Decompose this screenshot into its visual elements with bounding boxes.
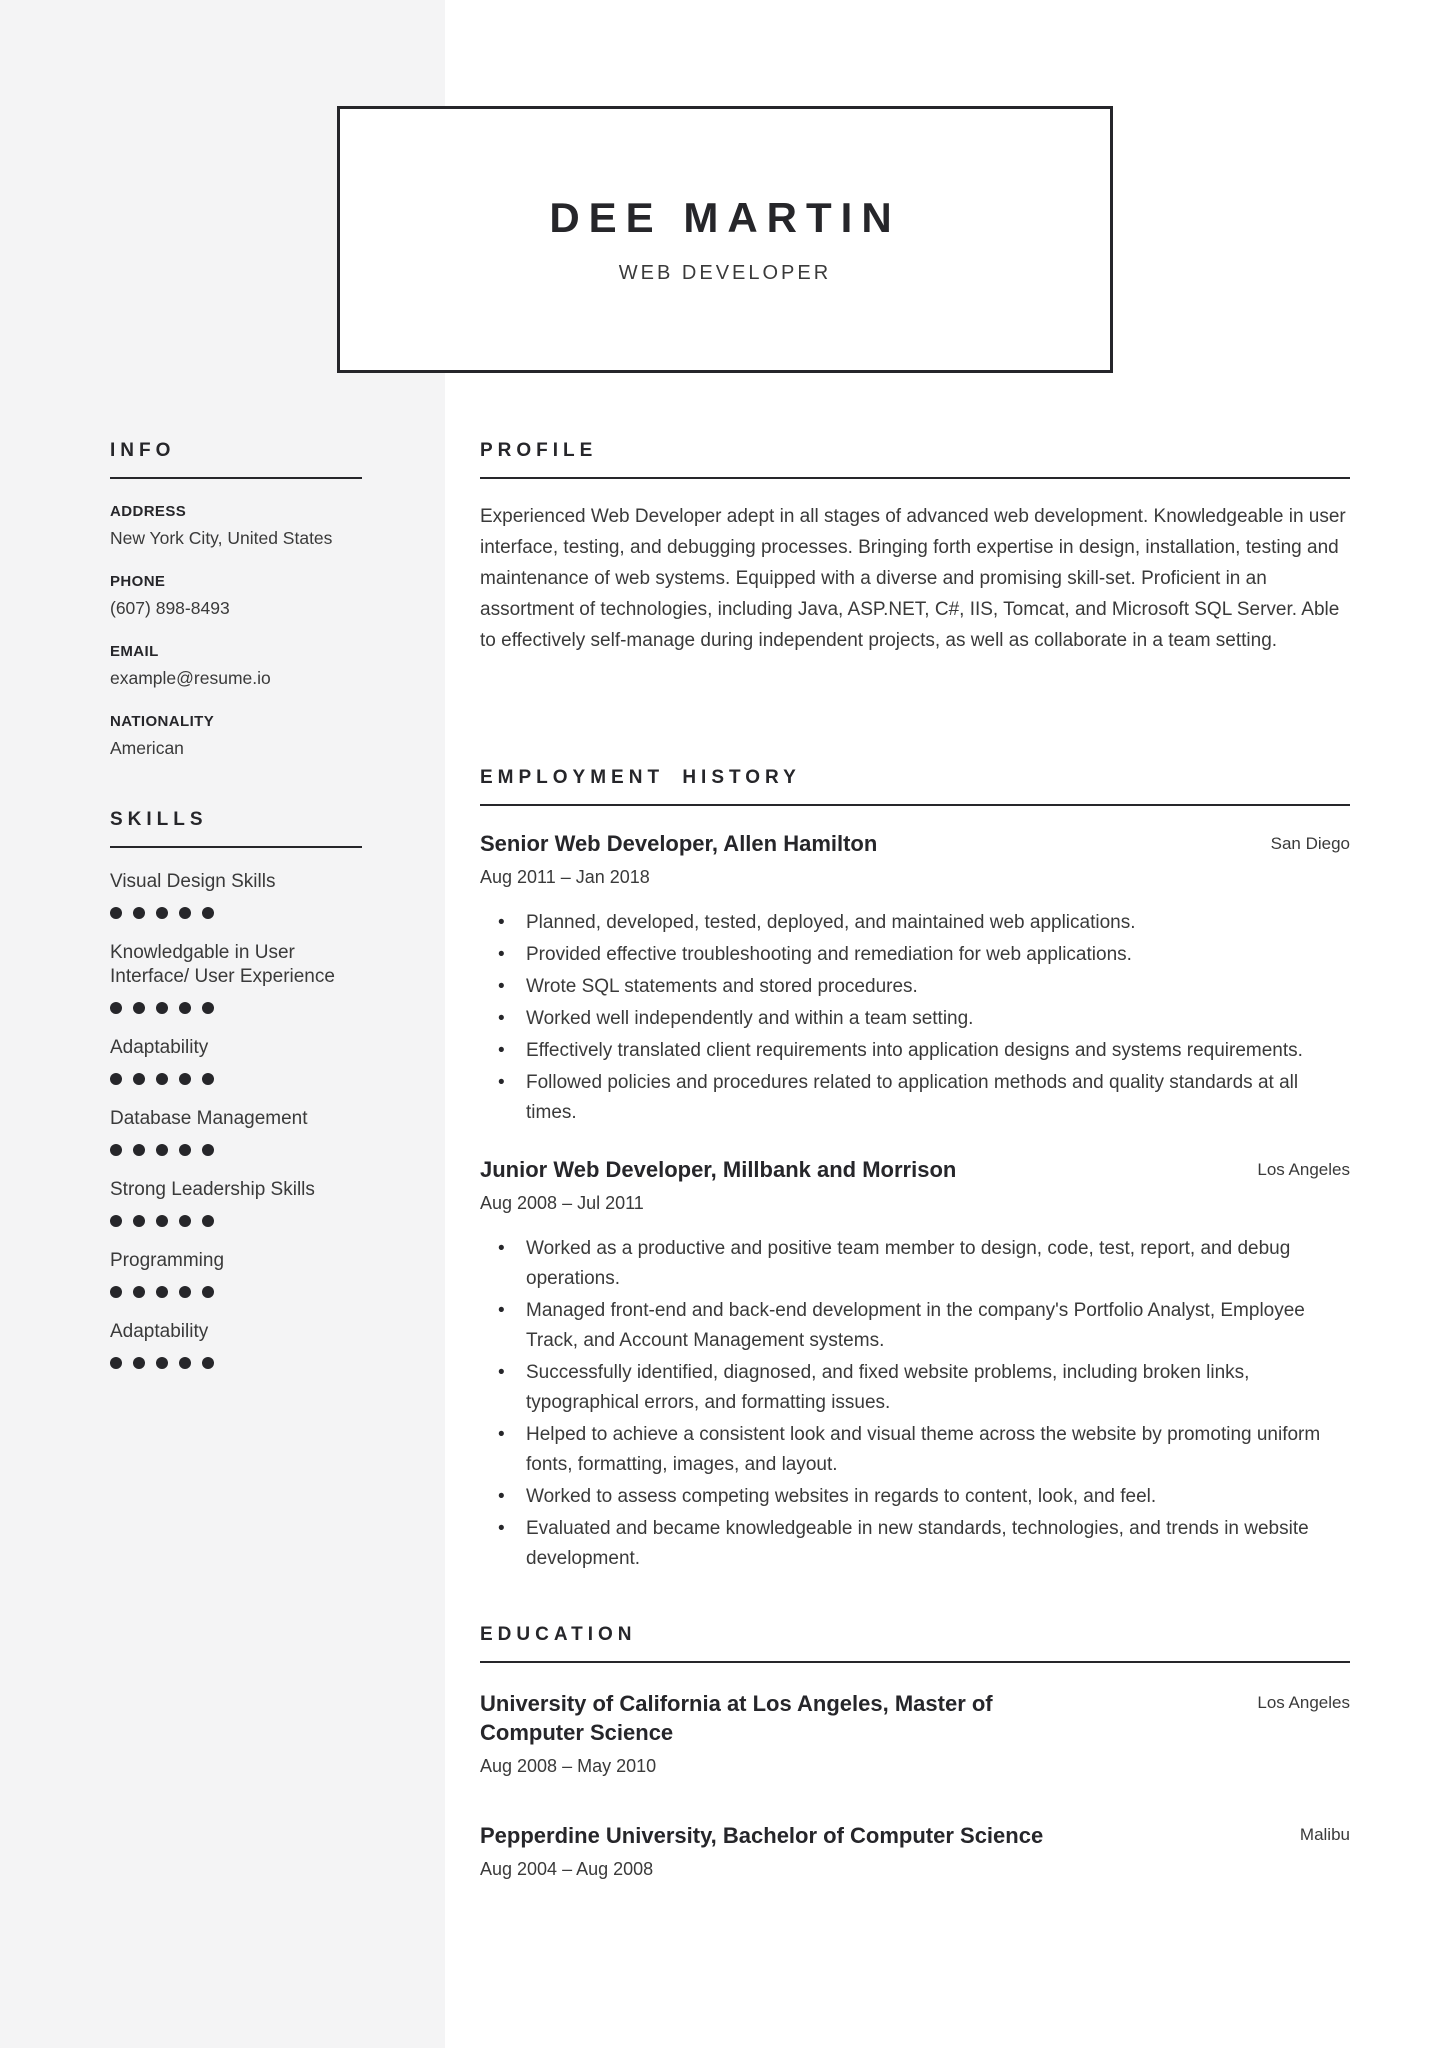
school-dates: Aug 2004 – Aug 2008 [480, 1859, 654, 1879]
job-bullet-list [480, 908, 1350, 1128]
school-dates: Aug 2008 – May 2010 [480, 1756, 657, 1776]
job-bullet-list [480, 1234, 1350, 1574]
job-dates: Aug 2011 – Jan 2018 [480, 867, 650, 887]
employment-section-heading: EMPLOYMENT HISTORY [480, 767, 1350, 806]
job-bullet: • Followed policies and procedures related to application methods and quality standards at all times. [526, 1068, 1350, 1128]
skill-item [110, 1036, 362, 1085]
skill-dot [133, 1002, 145, 1014]
school-location: Malibu [1299, 1825, 1350, 1844]
job-bullet: • Worked as a productive and positive team member to design, code, test, report, and debug operations. [526, 1234, 1350, 1294]
skill-level-dots [110, 1286, 362, 1298]
field-value: American [110, 738, 184, 758]
skill-level-dots [110, 1144, 362, 1156]
skills-section-heading: SKILLS [110, 809, 362, 848]
skill-dot [133, 1286, 145, 1298]
skill-name: Visual Design Skills [110, 871, 276, 892]
skill-item [110, 870, 362, 919]
profile-summary: Experienced Web Developer adept in all stages of advanced web development. Knowledgeable in user interface, testing, and debugging processes. Bringing forth expertise in design, installation, testing and maintenance of web systems. Equipped with a diverse and promising skill-set. Proficient in an assortment of technologies, including Java, ASP.NET, C#, IIS, Tomcat, and Microsoft SQL Server. Able to effectively self-manage during independent projects, as well as collaborate in a team setting. [480, 506, 1346, 651]
skill-dot [202, 1286, 214, 1298]
job-entry-senior-web-developer [480, 830, 1350, 1128]
job-bullet: • Effectively translated client requirements into application designs and systems requirements. [526, 1036, 1350, 1066]
school-header [480, 1821, 1350, 1850]
skill-dot [110, 1357, 122, 1369]
skill-dot [110, 1002, 122, 1014]
skill-dot [156, 907, 168, 919]
skill-dot [133, 907, 145, 919]
skill-dot [202, 1357, 214, 1369]
job-location: Los Angeles [1257, 1160, 1350, 1179]
sidebar [110, 440, 362, 1369]
skill-name: Adaptability [110, 1321, 209, 1342]
skill-item [110, 941, 362, 1014]
skill-name: Strong Leadership Skills [110, 1179, 315, 1200]
skill-dot [110, 1144, 122, 1156]
skill-dot [179, 1144, 191, 1156]
skill-dot [179, 1002, 191, 1014]
skill-dot [110, 1073, 122, 1085]
skills-section [110, 809, 362, 1369]
info-field-address [110, 503, 362, 549]
job-bullet: • Successfully identified, diagnosed, and fixed website problems, including broken links, typographical errors, and formatting issues. [526, 1358, 1350, 1418]
skill-dot [202, 1002, 214, 1014]
job-bullet: • Planned, developed, tested, deployed, and maintained web applications. [526, 908, 1350, 938]
job-location: San Diego [1270, 834, 1350, 853]
info-field-phone [110, 573, 362, 619]
skill-dot [156, 1002, 168, 1014]
job-bullet: • Helped to achieve a consistent look and visual theme across the website by promoting uniform fonts, formatting, images, and layout. [526, 1420, 1350, 1480]
job-bullet: • Worked to assess competing websites in regards to content, look, and feel. [526, 1482, 1350, 1512]
skill-level-dots [110, 1073, 362, 1085]
job-title: Junior Web Developer, Millbank and Morrison [480, 1157, 957, 1182]
info-section-heading: INFO [110, 440, 362, 479]
person-job-title: WEB DEVELOPER [618, 262, 832, 284]
field-value: example@resume.io [110, 668, 271, 688]
employment-history-section [480, 767, 1350, 1574]
school-title: University of California at Los Angeles, Master of Computer Science [480, 1691, 993, 1745]
skill-dot [202, 1215, 214, 1227]
skill-level-dots [110, 1002, 362, 1014]
school-location: Los Angeles [1257, 1693, 1350, 1712]
skill-dot [133, 1215, 145, 1227]
main-column [480, 440, 1350, 1880]
skill-dot [133, 1144, 145, 1156]
info-field-email [110, 643, 362, 689]
job-title: Senior Web Developer, Allen Hamilton [480, 831, 878, 856]
skill-dot [156, 1073, 168, 1085]
skill-dot [110, 1215, 122, 1227]
skill-dot [179, 1073, 191, 1085]
job-bullet: • Managed front-end and back-end development in the company's Portfolio Analyst, Employee Track, and Account Management systems. [526, 1296, 1350, 1356]
skill-name: Adaptability [110, 1037, 209, 1058]
info-field-nationality [110, 713, 362, 759]
skill-dot [202, 1073, 214, 1085]
school-title: Pepperdine University, Bachelor of Computer Science [480, 1823, 1044, 1848]
job-bullet: • Wrote SQL statements and stored procedures. [526, 972, 1350, 1002]
header-name-box [337, 106, 1113, 373]
job-header [480, 1156, 1350, 1184]
skill-dot [133, 1357, 145, 1369]
skill-name: Knowledgable in User Interface/ User Experience [110, 942, 335, 987]
skill-level-dots [110, 1357, 362, 1369]
education-entry-pepperdine [480, 1821, 1350, 1880]
skill-item [110, 1107, 362, 1156]
skill-dot [156, 1215, 168, 1227]
education-entry-ucla [480, 1689, 1350, 1777]
skill-item [110, 1249, 362, 1298]
profile-section [480, 440, 1350, 721]
education-section-heading: EDUCATION [480, 1624, 1350, 1663]
job-header [480, 830, 1350, 858]
school-header [480, 1689, 1350, 1747]
skill-item [110, 1320, 362, 1369]
job-bullet: • Provided effective troubleshooting and remediation for web applications. [526, 940, 1350, 970]
skill-dot [156, 1357, 168, 1369]
job-bullet: • Evaluated and became knowledgeable in new standards, technologies, and trends in website development. [526, 1514, 1350, 1574]
skill-dot [156, 1144, 168, 1156]
job-bullet: • Worked well independently and within a team setting. [526, 1004, 1350, 1034]
job-dates: Aug 2008 – Jul 2011 [480, 1193, 644, 1213]
skill-dot [202, 907, 214, 919]
field-label: NATIONALITY [110, 713, 215, 730]
person-name: DEE MARTIN [549, 194, 901, 241]
skill-dot [156, 1286, 168, 1298]
field-label: ADDRESS [110, 503, 187, 520]
skill-item [110, 1178, 362, 1227]
skill-level-dots [110, 907, 362, 919]
field-label: EMAIL [110, 643, 159, 660]
skill-dot [179, 1357, 191, 1369]
skill-level-dots [110, 1215, 362, 1227]
skill-name: Programming [110, 1250, 225, 1271]
skill-dot [179, 907, 191, 919]
skill-dot [133, 1073, 145, 1085]
skill-dot [179, 1286, 191, 1298]
skill-dot [110, 907, 122, 919]
field-value: New York City, United States [110, 528, 333, 548]
profile-section-heading: PROFILE [480, 440, 1350, 479]
skill-dot [179, 1215, 191, 1227]
skill-dot [110, 1286, 122, 1298]
field-value: (607) 898-8493 [110, 598, 230, 618]
job-entry-junior-web-developer [480, 1156, 1350, 1574]
field-label: PHONE [110, 573, 166, 590]
education-section [480, 1624, 1350, 1880]
skill-name: Database Management [110, 1108, 308, 1129]
skill-dot [202, 1144, 214, 1156]
